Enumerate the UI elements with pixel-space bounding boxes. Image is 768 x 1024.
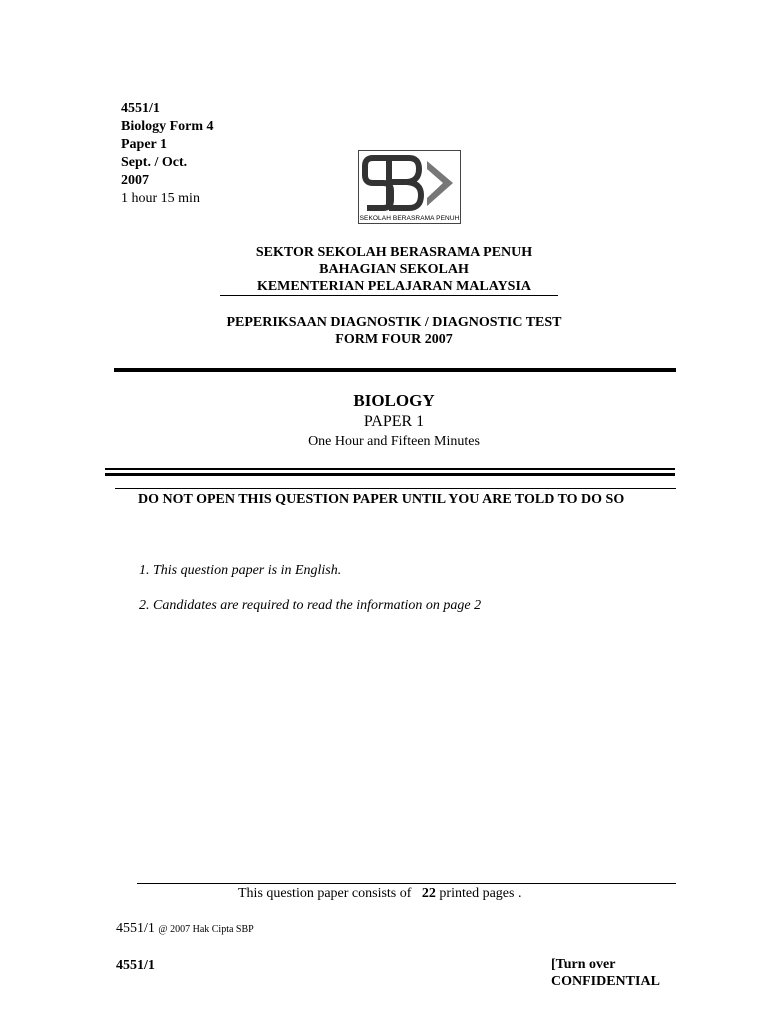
exam-line-1: PEPERIKSAAN DIAGNOSTIK / DIAGNOSTIC TEST	[226, 315, 562, 330]
logo-caption: SEKOLAH BERASRAMA PENUH	[359, 215, 460, 222]
double-divider-bottom	[105, 473, 675, 476]
org-line-1: SEKTOR SEKOLAH BERASRAMA PENUH	[255, 245, 533, 260]
turn-over-text: [Turn over	[551, 957, 616, 972]
duration-text: One Hour and Fifteen Minutes	[308, 434, 480, 449]
pages-suffix: printed pages .	[439, 886, 522, 901]
organization-block	[0, 244, 768, 295]
sbp-logo	[358, 150, 461, 224]
bottom-code: 4551/1	[116, 958, 155, 973]
exam-line-2: FORM FOUR 2007	[335, 332, 453, 347]
note-1: 1. This question paper is in English.	[139, 563, 342, 578]
top-divider	[114, 368, 676, 372]
warning-divider	[115, 488, 676, 489]
paper-header	[121, 100, 214, 208]
pages-count: 22	[421, 886, 436, 901]
turn-over-block	[551, 956, 660, 990]
page-count-line	[238, 885, 521, 902]
org-underline	[220, 295, 558, 296]
paper-number: Paper 1	[121, 137, 168, 152]
copyright-text: @ 2007 Hak Cipta SBP	[158, 924, 254, 935]
warning-text: DO NOT OPEN THIS QUESTION PAPER UNTIL YOU ARE TOLD TO DO SO	[138, 492, 625, 507]
footer-code: 4551/1	[116, 921, 155, 936]
confidential-label: CONFIDENTIAL	[551, 974, 660, 989]
org-line-2: BAHAGIAN SEKOLAH	[319, 262, 469, 277]
exam-block	[0, 314, 768, 348]
subject-title: BIOLOGY	[353, 391, 435, 410]
subject-form: Biology Form 4	[121, 119, 214, 134]
sbp-logo-icon	[359, 151, 460, 213]
exam-year: 2007	[121, 173, 149, 188]
pages-prefix: This question paper consists of	[238, 886, 412, 901]
footer-divider	[137, 883, 676, 884]
note-2: 2. Candidates are required to read the information on page 2	[139, 598, 482, 613]
paper-code: 4551/1	[121, 101, 160, 116]
exam-month: Sept. / Oct.	[121, 155, 188, 170]
org-line-3: KEMENTERIAN PELAJARAN MALAYSIA	[256, 279, 532, 294]
exam-duration-short: 1 hour 15 min	[121, 191, 200, 206]
double-divider-top	[105, 468, 675, 470]
footer-code-line	[116, 920, 254, 938]
paper-title: PAPER 1	[363, 413, 425, 430]
